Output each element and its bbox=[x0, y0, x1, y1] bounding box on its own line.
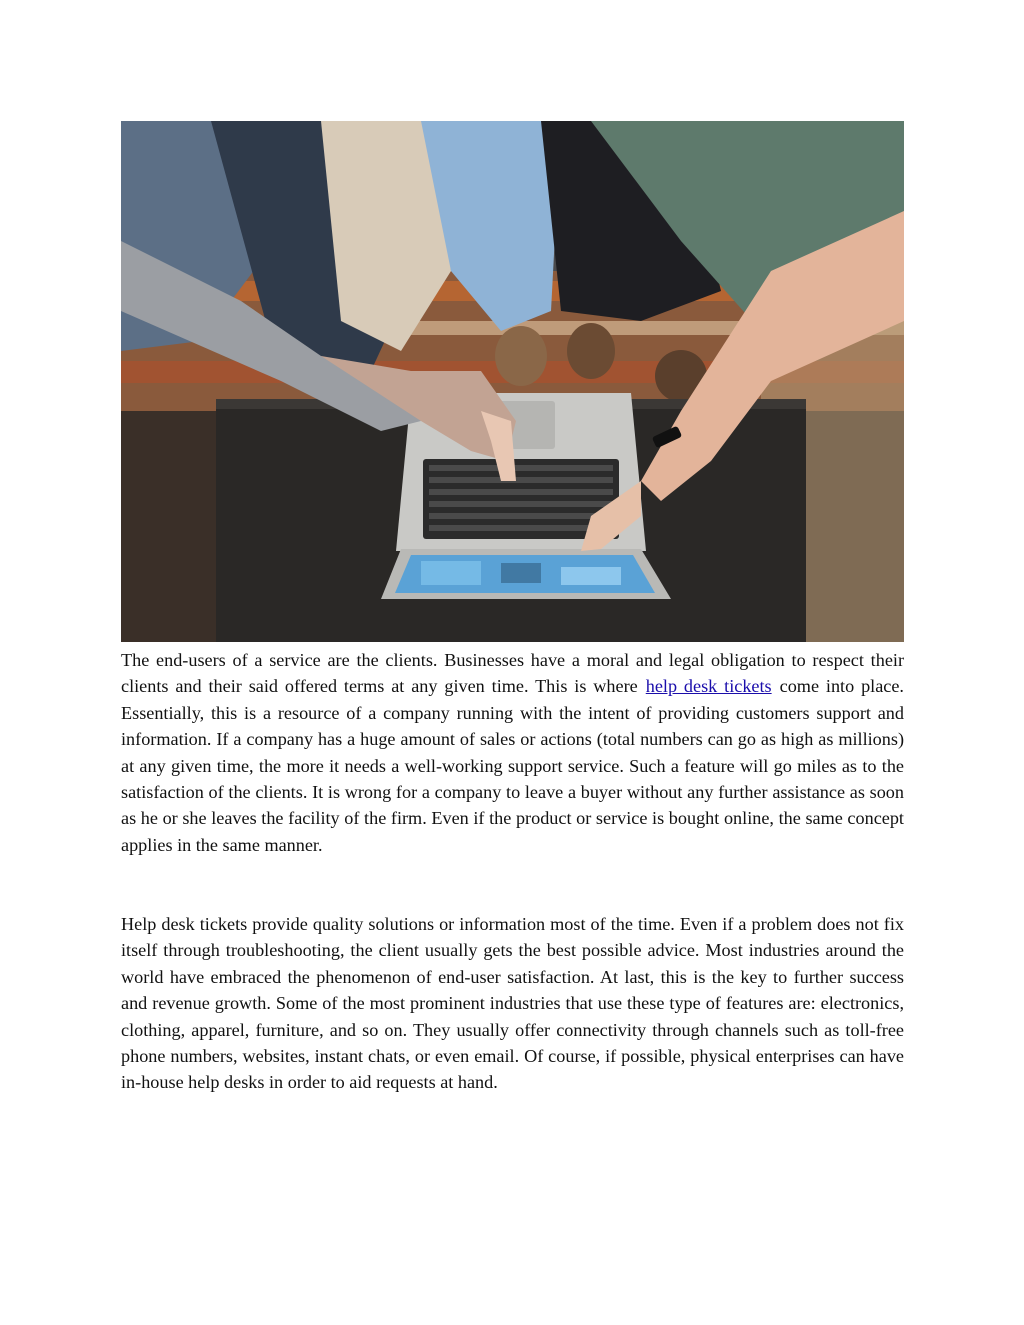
paragraph-1 bbox=[121, 647, 904, 858]
paragraph-1-intro: The end-users of a service are the clients. Businesses have a moral and legal obligation to respect their clients and their said offered terms at any given time. This is where bbox=[121, 650, 904, 697]
photo-illustration bbox=[121, 121, 904, 642]
help-desk-tickets-link[interactable]: help desk tickets bbox=[645, 676, 772, 697]
paragraph-1-rest: come into place. Essentially, this is a resource of a company running with the intent of providing customers support and information. If a company has a huge amount of sales or actions (total numbers can go as high as millions) at any given time, the more it needs a well-working support service. Such a feature will go miles as to the satisfaction of the clients. It is wrong for a company to leave a buyer without any further assistance as soon as he or she leaves the facility of the firm. Even if the product or service is bought online, the same concept applies in the same manner. bbox=[121, 676, 904, 855]
hero-photo bbox=[121, 121, 904, 642]
paragraph-2: Help desk tickets provide quality solutions or information most of the time. Even if a problem does not fix itself through troubleshooting, the client usually gets the best possible advice. Most industries around the world have embraced the phenomenon of end-user satisfaction. At last, this is the key to further success and revenue growth. Some of the most prominent industries that use these type of features are: electronics, clothing, apparel, furniture, and so on. They usually offer connectivity through channels such as toll-free phone numbers, websites, instant chats, or even email. Of course, if possible, physical enterprises can have in-house help desks in order to aid requests at hand. bbox=[121, 914, 904, 1093]
